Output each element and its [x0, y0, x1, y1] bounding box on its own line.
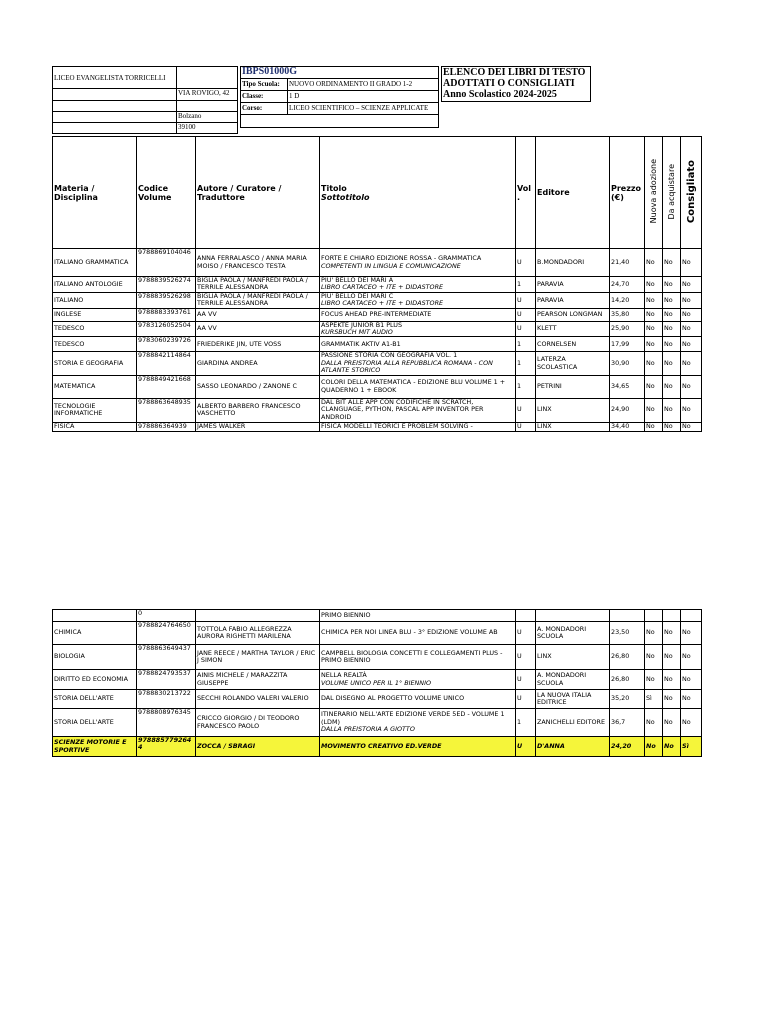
cell-da-acquistare: No	[663, 709, 681, 737]
cell-nuova-adozione: No	[645, 622, 663, 645]
cell-materia	[53, 610, 137, 622]
cell-materia: TEDESCO	[53, 321, 137, 337]
cell-editore	[536, 610, 610, 622]
cell-prezzo: 24,70	[610, 277, 645, 293]
table-header-row	[53, 137, 702, 249]
school-code: IBPS01000G	[242, 66, 298, 77]
cell-prezzo: 30,90	[610, 352, 645, 375]
cell-autore: ZOCCA / SBRAGI	[196, 737, 320, 757]
cell-consigliato: No	[681, 670, 702, 690]
col-consigliato: Consigliato	[681, 137, 702, 249]
cell-nuova-adozione: No	[645, 375, 663, 398]
cell-materia: INGLESE	[53, 308, 137, 321]
cell-editore: D'ANNA	[536, 737, 610, 757]
cell-titolo	[320, 709, 516, 737]
cell-vol: 1	[516, 352, 536, 375]
corso-value: LICEO SCIENTIFICO – SCIENZE APPLICATE	[289, 104, 429, 112]
table-row	[53, 709, 702, 737]
cell-vol: U	[516, 292, 536, 308]
col-titolo: Titolo Sottotitolo	[320, 137, 516, 249]
cell-editore: ZANICHELLI EDITORE	[536, 709, 610, 737]
cell-codice: 9788839526298	[137, 292, 196, 308]
cell-editore: A. MONDADORI SCUOLA	[536, 670, 610, 690]
cell-titolo	[320, 308, 516, 321]
table-row	[53, 249, 702, 277]
cell-da-acquistare	[663, 610, 681, 622]
cell-editore: LATERZA SCOLASTICA	[536, 352, 610, 375]
cell-editore: LINX	[536, 422, 610, 431]
cell-da-acquistare: No	[663, 690, 681, 709]
title-line-1: ELENCO DEI LIBRI DI TESTO	[443, 67, 586, 78]
cell-vol: 1	[516, 375, 536, 398]
cell-materia: TECNOLOGIE INFORMATICHE	[53, 398, 137, 422]
cell-prezzo: 35,20	[610, 690, 645, 709]
cell-vol	[516, 610, 536, 622]
cell-editore: LINX	[536, 645, 610, 670]
cell-consigliato	[681, 610, 702, 622]
cell-autore	[196, 610, 320, 622]
cell-consigliato: No	[681, 321, 702, 337]
cell-autore: JANE REECE / MARTHA TAYLOR / ERIC J SIMON	[196, 645, 320, 670]
book-title: PASSIONE STORIA CON GEOGRAFIA VOL. 1	[321, 351, 458, 360]
cell-vol: U	[516, 670, 536, 690]
cell-autore: ANNA FERRALASCO / ANNA MARIA MOISO / FRANCESCO TESTA	[196, 249, 320, 277]
cell-consigliato: No	[681, 337, 702, 352]
book-title: FOCUS AHEAD PRE-INTERMEDIATE	[321, 309, 432, 318]
table-row	[53, 737, 702, 757]
cell-editore: LINX	[536, 398, 610, 422]
cell-autore: ALBERTO BARBERO FRANCESCO VASCHETTO	[196, 398, 320, 422]
school-address: VIA ROVIGO, 42	[178, 89, 230, 97]
cell-nuova-adozione: No	[645, 422, 663, 431]
books-table-page-1	[52, 136, 702, 432]
table-row	[53, 308, 702, 321]
cell-editore: A. MONDADORI SCUOLA	[536, 622, 610, 645]
cell-prezzo: 21,40	[610, 249, 645, 277]
cell-titolo	[320, 337, 516, 352]
cell-vol: U	[516, 737, 536, 757]
cell-nuova-adozione: No	[645, 249, 663, 277]
cell-prezzo	[610, 610, 645, 622]
cell-vol: U	[516, 622, 536, 645]
book-title: DAL BIT ALLE APP CON CODIFICHE IN SCRATCH, CLANGUAGE, PYTHON, PASCAL APP INVENTOR PER ANDROID	[321, 398, 484, 421]
cell-autore: SASSO LEONARDO / ZANONE C	[196, 375, 320, 398]
book-title: ITINERARIO NELL'ARTE EDIZIONE VERDE 5ED - VOLUME 1 (LDM)	[321, 710, 505, 726]
cell-titolo	[320, 321, 516, 337]
cell-da-acquistare: No	[663, 308, 681, 321]
school-zip: 39100	[178, 123, 196, 131]
document-title	[443, 67, 585, 100]
cell-titolo	[320, 422, 516, 431]
cell-prezzo: 14,20	[610, 292, 645, 308]
cell-da-acquistare: No	[663, 352, 681, 375]
cell-codice: 9788824793537	[137, 670, 196, 690]
school-name: LICEO EVANGELISTA TORRICELLI	[54, 74, 166, 82]
cell-materia: TEDESCO	[53, 337, 137, 352]
cell-vol: U	[516, 645, 536, 670]
table-row	[53, 690, 702, 709]
cell-autore: AA VV	[196, 321, 320, 337]
cell-autore: BIGLIA PAOLA / MANFREDI PAOLA / TERRILE ALESSANDRA	[196, 277, 320, 293]
cell-editore: PARAVIA	[536, 277, 610, 293]
table-row	[53, 622, 702, 645]
cell-materia: STORIA DELL'ARTE	[53, 709, 137, 737]
cell-titolo	[320, 690, 516, 709]
cell-prezzo: 35,80	[610, 308, 645, 321]
cell-vol: U	[516, 690, 536, 709]
cell-codice: 9788849421668	[137, 375, 196, 398]
cell-consigliato: No	[681, 622, 702, 645]
cell-vol: U	[516, 249, 536, 277]
cell-materia: STORIA DELL'ARTE	[53, 690, 137, 709]
cell-autore: AA VV	[196, 308, 320, 321]
cell-nuova-adozione: No	[645, 709, 663, 737]
cell-titolo	[320, 645, 516, 670]
title-line-3: Anno Scolastico 2024-2025	[443, 89, 557, 100]
book-title: COLORI DELLA MATEMATICA - EDIZIONE BLU VOLUME 1 + QUADERNO 1 + EBOOK	[321, 378, 506, 394]
table-row	[53, 422, 702, 431]
cell-da-acquistare: No	[663, 398, 681, 422]
tipo-value: NUOVO ORDINAMENTO II GRADO 1-2	[289, 80, 413, 88]
book-subtitle: COMPETENTI IN LINGUA E COMUNICAZIONE	[321, 261, 461, 270]
cell-materia: SCIENZE MOTORIE E SPORTIVE	[53, 737, 137, 757]
school-city: Bolzano	[178, 112, 202, 120]
cell-codice: 9788883393761	[137, 308, 196, 321]
cell-vol: 1	[516, 277, 536, 293]
book-title: FORTE E CHIARO EDIZIONE ROSSA - GRAMMATICA	[321, 254, 482, 263]
cell-materia: DIRITTO ED ECONOMIA	[53, 670, 137, 690]
cell-prezzo: 26,80	[610, 670, 645, 690]
cell-consigliato: No	[681, 308, 702, 321]
cell-prezzo: 34,40	[610, 422, 645, 431]
cell-codice: 9788839526274	[137, 277, 196, 293]
table-row	[53, 645, 702, 670]
cell-vol: U	[516, 422, 536, 431]
cell-prezzo: 23,50	[610, 622, 645, 645]
classe-label: Classe:	[242, 92, 264, 100]
cell-consigliato: No	[681, 249, 702, 277]
cell-autore: AINIS MICHELE / MARAZZITA GIUSEPPE	[196, 670, 320, 690]
cell-da-acquistare: No	[663, 337, 681, 352]
table-row	[53, 321, 702, 337]
cell-materia: ITALIANO GRAMMATICA	[53, 249, 137, 277]
cell-nuova-adozione	[645, 610, 663, 622]
cell-titolo	[320, 249, 516, 277]
cell-consigliato: No	[681, 277, 702, 293]
col-da-acquistare: Da acquistare	[663, 137, 681, 249]
book-title: MOVIMENTO CREATIVO ED.VERDE	[321, 741, 442, 750]
cell-editore: LA NUOVA ITALIA EDITRICE	[536, 690, 610, 709]
cell-codice: 9788863648935	[137, 398, 196, 422]
cell-codice: 9788824764650	[137, 622, 196, 645]
cell-editore: B.MONDADORI	[536, 249, 610, 277]
book-subtitle: LIBRO CARTACEO + ITE + DIDASTORE	[321, 299, 444, 308]
table-row	[53, 277, 702, 293]
cell-vol: 1	[516, 709, 536, 737]
col-codice: Codice Volume	[137, 137, 196, 249]
cell-editore: KLETT	[536, 321, 610, 337]
col-autore: Autore / Curatore / Traduttore	[196, 137, 320, 249]
col-materia: Materia / Disciplina	[53, 137, 137, 249]
col-vol: Vol .	[516, 137, 536, 249]
book-title: ASPEKTE JUNIOR B1 PLUS	[321, 321, 403, 329]
table-row	[53, 352, 702, 375]
cell-da-acquistare: No	[663, 292, 681, 308]
cell-prezzo: 36,7	[610, 709, 645, 737]
cell-nuova-adozione: No	[645, 645, 663, 670]
cell-autore: BIGLIA PAOLA / MANFREDI PAOLA / TERRILE ALESSANDRA	[196, 292, 320, 308]
book-title: PIU' BELLO DEI MARI C	[321, 292, 394, 300]
cell-autore: FRIEDERIKE JIN, UTE VOSS	[196, 337, 320, 352]
table-row	[53, 375, 702, 398]
cell-codice: 978886364939	[137, 422, 196, 431]
cell-titolo	[320, 352, 516, 375]
cell-titolo	[320, 610, 516, 622]
book-subtitle: KURSBUCH MIT AUDIO	[321, 328, 393, 337]
cell-vol: U	[516, 308, 536, 321]
cell-consigliato: No	[681, 690, 702, 709]
cell-materia: CHIMICA	[53, 622, 137, 645]
cell-da-acquistare: No	[663, 375, 681, 398]
cell-prezzo: 17,99	[610, 337, 645, 352]
cell-autore: TOTTOLA FABIO ALLEGREZZA AURORA RIGHETTI MARILENA	[196, 622, 320, 645]
table-row	[53, 337, 702, 352]
cell-vol: 1	[516, 337, 536, 352]
cell-autore: SECCHI ROLANDO VALERI VALERIO	[196, 690, 320, 709]
cell-consigliato: No	[681, 709, 702, 737]
title-line-2: ADOTTATI O CONSIGLIATI	[443, 78, 575, 89]
book-title: DAL DISEGNO AL PROGETTO VOLUME UNICO	[321, 694, 465, 703]
cell-codice: 9783060239726	[137, 337, 196, 352]
cell-consigliato: Sì	[681, 737, 702, 757]
cell-da-acquistare: No	[663, 622, 681, 645]
cell-codice: 9783126052504	[137, 321, 196, 337]
cell-titolo	[320, 622, 516, 645]
tipo-label: Tipo Scuola:	[242, 80, 280, 88]
cell-da-acquistare: No	[663, 645, 681, 670]
book-subtitle: DALLA PREISTORIA A GIOTTO	[321, 725, 415, 734]
cell-codice: 9788808976345	[137, 709, 196, 737]
cell-titolo	[320, 277, 516, 293]
cell-nuova-adozione: No	[645, 292, 663, 308]
cell-consigliato: No	[681, 398, 702, 422]
classe-value: 1 D	[289, 92, 300, 100]
cell-prezzo: 34,65	[610, 375, 645, 398]
cell-consigliato: No	[681, 645, 702, 670]
cell-titolo	[320, 737, 516, 757]
corso-label: Corso:	[242, 104, 263, 112]
cell-consigliato: No	[681, 422, 702, 431]
cell-nuova-adozione: No	[645, 352, 663, 375]
cell-codice: 9788863649437	[137, 645, 196, 670]
cell-consigliato: No	[681, 375, 702, 398]
cell-prezzo: 24,90	[610, 398, 645, 422]
col-nuova-adozione: Nuova adozione	[645, 137, 663, 249]
cell-autore: GIARDINA ANDREA	[196, 352, 320, 375]
cell-editore: PETRINI	[536, 375, 610, 398]
cell-nuova-adozione: No	[645, 321, 663, 337]
cell-da-acquistare: No	[663, 670, 681, 690]
cell-da-acquistare: No	[663, 422, 681, 431]
cell-nuova-adozione: No	[645, 737, 663, 757]
cell-materia: BIOLOGIA	[53, 645, 137, 670]
cell-nuova-adozione: No	[645, 398, 663, 422]
cell-materia: MATEMATICA	[53, 375, 137, 398]
cell-da-acquistare: No	[663, 737, 681, 757]
cell-materia: ITALIANO ANTOLOGIE	[53, 277, 137, 293]
cell-codice: 9788869104046	[137, 249, 196, 277]
cell-nuova-adozione: No	[645, 277, 663, 293]
cell-prezzo: 25,90	[610, 321, 645, 337]
book-subtitle: VOLUME UNICO PER IL 1° BIENNIO	[321, 678, 432, 687]
cell-codice: 0	[137, 610, 196, 622]
table-row	[53, 398, 702, 422]
cell-editore: PARAVIA	[536, 292, 610, 308]
cell-da-acquistare: No	[663, 277, 681, 293]
cell-titolo	[320, 375, 516, 398]
cell-materia: STORIA E GEOGRAFIA	[53, 352, 137, 375]
cell-da-acquistare: No	[663, 321, 681, 337]
col-prezzo: Prezzo (€)	[610, 137, 645, 249]
book-title: PIU' BELLO DEI MARI A	[321, 276, 394, 284]
cell-editore: PEARSON LONGMAN	[536, 308, 610, 321]
book-subtitle: LIBRO CARTACEO + ITE + DIDASTORE	[321, 283, 444, 292]
cell-nuova-adozione: Sì	[645, 690, 663, 709]
cell-prezzo: 24,20	[610, 737, 645, 757]
cell-titolo	[320, 292, 516, 308]
cell-consigliato: No	[681, 292, 702, 308]
book-title: NELLA REALTÀ	[321, 671, 367, 680]
cell-codice: 9788830213722	[137, 690, 196, 709]
cell-nuova-adozione: No	[645, 308, 663, 321]
book-subtitle: DALLA PREISTORIA ALLA REPUBBLICA ROMANA - CON ATLANTE STORICO	[321, 358, 493, 375]
cell-editore: CORNELSEN	[536, 337, 610, 352]
table-row	[53, 610, 702, 622]
cell-materia: FISICA	[53, 422, 137, 431]
book-title: CAMPBELL BIOLOGIA CONCETTI E COLLEGAMENTI PLUS - PRIMO BIENNIO	[321, 648, 503, 664]
table-row	[53, 670, 702, 690]
books-table-page-2	[52, 609, 702, 757]
cell-vol: U	[516, 321, 536, 337]
cell-autore: JAMES WALKER	[196, 422, 320, 431]
book-title: CHIMICA PER NOI LINEA BLU - 3° EDIZIONE VOLUME AB	[321, 628, 498, 637]
cell-prezzo: 26,80	[610, 645, 645, 670]
col-editore: Editore	[536, 137, 610, 249]
cell-nuova-adozione: No	[645, 670, 663, 690]
book-title: PRIMO BIENNIO	[321, 610, 371, 619]
cell-vol: U	[516, 398, 536, 422]
cell-titolo	[320, 398, 516, 422]
cell-autore: CRICCO GIORGIO / DI TEODORO FRANCESCO PAOLO	[196, 709, 320, 737]
cell-da-acquistare: No	[663, 249, 681, 277]
cell-nuova-adozione: No	[645, 337, 663, 352]
cell-materia: ITALIANO	[53, 292, 137, 308]
cell-codice: 9788842114864	[137, 352, 196, 375]
book-title: FISICA MODELLI TEORICI E PROBLEM SOLVING -	[321, 422, 473, 430]
book-title: GRAMMATIK AKTIV A1-B1	[321, 339, 401, 348]
cell-consigliato: No	[681, 352, 702, 375]
cell-titolo	[320, 670, 516, 690]
cell-codice: 978885779264 4	[137, 737, 196, 757]
table-row	[53, 292, 702, 308]
